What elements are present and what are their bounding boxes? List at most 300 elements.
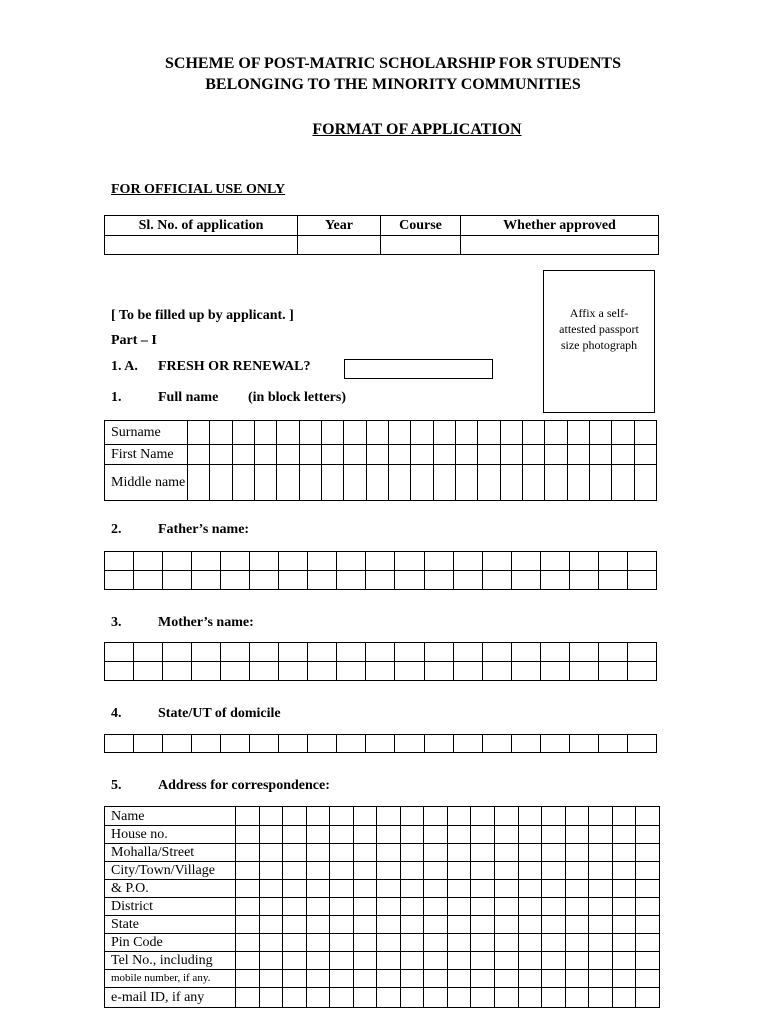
- char-box[interactable]: [542, 826, 566, 844]
- char-box[interactable]: [542, 988, 566, 1008]
- char-box[interactable]: [400, 898, 424, 916]
- char-box[interactable]: [589, 934, 613, 952]
- char-box[interactable]: [306, 934, 330, 952]
- char-box[interactable]: [589, 844, 613, 862]
- char-box[interactable]: [424, 552, 453, 571]
- char-box[interactable]: [518, 934, 542, 952]
- char-box[interactable]: [163, 643, 192, 662]
- char-box[interactable]: [283, 988, 307, 1008]
- char-box[interactable]: [337, 735, 366, 753]
- char-box[interactable]: [306, 988, 330, 1008]
- char-box[interactable]: [321, 465, 343, 501]
- char-box[interactable]: [453, 662, 482, 681]
- char-box[interactable]: [453, 735, 482, 753]
- char-box[interactable]: [589, 826, 613, 844]
- char-box[interactable]: [232, 445, 254, 465]
- char-box[interactable]: [283, 844, 307, 862]
- char-box[interactable]: [518, 807, 542, 826]
- char-box[interactable]: [388, 465, 410, 501]
- char-box[interactable]: [453, 552, 482, 571]
- char-box[interactable]: [598, 735, 627, 753]
- char-box[interactable]: [518, 880, 542, 898]
- char-box[interactable]: [192, 571, 221, 590]
- char-box[interactable]: [411, 421, 433, 445]
- char-box[interactable]: [565, 807, 589, 826]
- char-box[interactable]: [471, 898, 495, 916]
- char-box[interactable]: [377, 844, 401, 862]
- char-box[interactable]: [471, 916, 495, 934]
- char-box[interactable]: [495, 916, 519, 934]
- char-box[interactable]: [627, 643, 656, 662]
- char-box[interactable]: [400, 862, 424, 880]
- char-box[interactable]: [236, 844, 260, 862]
- char-box[interactable]: [299, 465, 321, 501]
- char-box[interactable]: [447, 844, 471, 862]
- char-box[interactable]: [254, 465, 276, 501]
- char-box[interactable]: [254, 445, 276, 465]
- char-box[interactable]: [283, 807, 307, 826]
- char-box[interactable]: [565, 934, 589, 952]
- char-box[interactable]: [236, 807, 260, 826]
- char-box[interactable]: [192, 643, 221, 662]
- char-box[interactable]: [366, 643, 395, 662]
- char-box[interactable]: [254, 421, 276, 445]
- char-box[interactable]: [518, 898, 542, 916]
- char-box[interactable]: [308, 735, 337, 753]
- char-box[interactable]: [424, 571, 453, 590]
- char-box[interactable]: [283, 934, 307, 952]
- char-box[interactable]: [279, 552, 308, 571]
- char-box[interactable]: [330, 807, 354, 826]
- fresh-renewal-field[interactable]: [344, 359, 493, 379]
- char-box[interactable]: [330, 898, 354, 916]
- char-box[interactable]: [565, 916, 589, 934]
- char-box[interactable]: [565, 826, 589, 844]
- char-box[interactable]: [447, 898, 471, 916]
- char-box[interactable]: [306, 844, 330, 862]
- char-box[interactable]: [400, 970, 424, 988]
- char-box[interactable]: [567, 465, 589, 501]
- char-box[interactable]: [565, 862, 589, 880]
- char-box[interactable]: [259, 844, 283, 862]
- char-box[interactable]: [388, 445, 410, 465]
- photo-box[interactable]: [543, 270, 655, 413]
- char-box[interactable]: [565, 844, 589, 862]
- char-box[interactable]: [447, 916, 471, 934]
- char-box[interactable]: [478, 465, 500, 501]
- char-box[interactable]: [612, 880, 636, 898]
- char-box[interactable]: [636, 916, 660, 934]
- char-box[interactable]: [163, 571, 192, 590]
- char-box[interactable]: [495, 934, 519, 952]
- char-box[interactable]: [447, 934, 471, 952]
- char-box[interactable]: [495, 970, 519, 988]
- char-box[interactable]: [424, 898, 448, 916]
- char-box[interactable]: [306, 862, 330, 880]
- char-box[interactable]: [612, 988, 636, 1008]
- char-box[interactable]: [192, 735, 221, 753]
- char-box[interactable]: [400, 916, 424, 934]
- char-box[interactable]: [495, 826, 519, 844]
- char-box[interactable]: [627, 571, 656, 590]
- char-box[interactable]: [455, 445, 477, 465]
- char-box[interactable]: [540, 552, 569, 571]
- char-box[interactable]: [424, 662, 453, 681]
- char-box[interactable]: [447, 862, 471, 880]
- char-box[interactable]: [134, 552, 163, 571]
- char-box[interactable]: [337, 571, 366, 590]
- char-box[interactable]: [589, 421, 611, 445]
- char-box[interactable]: [433, 445, 455, 465]
- char-box[interactable]: [330, 862, 354, 880]
- char-box[interactable]: [377, 952, 401, 970]
- char-box[interactable]: [400, 952, 424, 970]
- char-box[interactable]: [353, 862, 377, 880]
- char-box[interactable]: [455, 465, 477, 501]
- char-box[interactable]: [330, 916, 354, 934]
- char-box[interactable]: [569, 571, 598, 590]
- char-box[interactable]: [306, 898, 330, 916]
- char-box[interactable]: [569, 735, 598, 753]
- char-box[interactable]: [471, 934, 495, 952]
- char-box[interactable]: [453, 571, 482, 590]
- char-box[interactable]: [134, 662, 163, 681]
- char-box[interactable]: [377, 898, 401, 916]
- char-box[interactable]: [589, 807, 613, 826]
- char-box[interactable]: [366, 571, 395, 590]
- char-box[interactable]: [306, 952, 330, 970]
- char-box[interactable]: [500, 421, 522, 445]
- char-box[interactable]: [400, 844, 424, 862]
- char-box[interactable]: [250, 662, 279, 681]
- char-box[interactable]: [353, 844, 377, 862]
- char-box[interactable]: [511, 571, 540, 590]
- char-box[interactable]: [337, 552, 366, 571]
- char-box[interactable]: [105, 552, 134, 571]
- char-box[interactable]: [366, 465, 388, 501]
- char-box[interactable]: [522, 421, 544, 445]
- char-box[interactable]: [210, 421, 232, 445]
- char-box[interactable]: [330, 970, 354, 988]
- char-box[interactable]: [495, 807, 519, 826]
- char-box[interactable]: [366, 662, 395, 681]
- char-box[interactable]: [377, 826, 401, 844]
- char-box[interactable]: [210, 465, 232, 501]
- char-box[interactable]: [236, 916, 260, 934]
- char-box[interactable]: [411, 465, 433, 501]
- char-box[interactable]: [424, 934, 448, 952]
- char-box[interactable]: [330, 952, 354, 970]
- char-box[interactable]: [482, 643, 511, 662]
- char-box[interactable]: [236, 988, 260, 1008]
- char-box[interactable]: [321, 445, 343, 465]
- char-box[interactable]: [134, 643, 163, 662]
- char-box[interactable]: [353, 952, 377, 970]
- char-box[interactable]: [495, 880, 519, 898]
- char-box[interactable]: [330, 880, 354, 898]
- char-box[interactable]: [344, 445, 366, 465]
- char-box[interactable]: [636, 970, 660, 988]
- char-box[interactable]: [236, 880, 260, 898]
- char-box[interactable]: [612, 844, 636, 862]
- char-box[interactable]: [518, 844, 542, 862]
- char-box[interactable]: [511, 662, 540, 681]
- char-box[interactable]: [565, 952, 589, 970]
- char-box[interactable]: [377, 916, 401, 934]
- char-box[interactable]: [250, 643, 279, 662]
- char-box[interactable]: [447, 826, 471, 844]
- char-box[interactable]: [259, 898, 283, 916]
- char-box[interactable]: [511, 643, 540, 662]
- char-box[interactable]: [306, 826, 330, 844]
- char-box[interactable]: [277, 421, 299, 445]
- char-box[interactable]: [598, 571, 627, 590]
- char-box[interactable]: [424, 826, 448, 844]
- char-box[interactable]: [612, 916, 636, 934]
- char-box[interactable]: [424, 807, 448, 826]
- char-box[interactable]: [612, 826, 636, 844]
- char-box[interactable]: [283, 880, 307, 898]
- char-box[interactable]: [612, 970, 636, 988]
- char-box[interactable]: [279, 643, 308, 662]
- char-box[interactable]: [455, 421, 477, 445]
- char-box[interactable]: [471, 807, 495, 826]
- char-box[interactable]: [188, 465, 210, 501]
- char-box[interactable]: [259, 826, 283, 844]
- char-box[interactable]: [306, 916, 330, 934]
- char-box[interactable]: [636, 862, 660, 880]
- char-box[interactable]: [299, 445, 321, 465]
- char-box[interactable]: [163, 552, 192, 571]
- char-box[interactable]: [518, 988, 542, 1008]
- char-box[interactable]: [471, 862, 495, 880]
- char-box[interactable]: [518, 862, 542, 880]
- char-box[interactable]: [589, 465, 611, 501]
- char-box[interactable]: [283, 898, 307, 916]
- char-box[interactable]: [612, 862, 636, 880]
- char-box[interactable]: [306, 807, 330, 826]
- char-box[interactable]: [134, 571, 163, 590]
- char-box[interactable]: [283, 970, 307, 988]
- char-box[interactable]: [400, 934, 424, 952]
- char-box[interactable]: [478, 445, 500, 465]
- char-box[interactable]: [366, 445, 388, 465]
- char-box[interactable]: [330, 826, 354, 844]
- char-box[interactable]: [511, 735, 540, 753]
- char-box[interactable]: [424, 988, 448, 1008]
- char-box[interactable]: [545, 421, 567, 445]
- char-box[interactable]: [330, 988, 354, 1008]
- char-box[interactable]: [471, 988, 495, 1008]
- char-box[interactable]: [344, 465, 366, 501]
- char-box[interactable]: [308, 552, 337, 571]
- char-box[interactable]: [366, 552, 395, 571]
- char-box[interactable]: [565, 880, 589, 898]
- char-box[interactable]: [353, 898, 377, 916]
- char-box[interactable]: [279, 662, 308, 681]
- char-box[interactable]: [627, 735, 656, 753]
- char-box[interactable]: [424, 970, 448, 988]
- char-box[interactable]: [337, 662, 366, 681]
- char-box[interactable]: [636, 807, 660, 826]
- char-box[interactable]: [495, 898, 519, 916]
- char-box[interactable]: [259, 988, 283, 1008]
- char-box[interactable]: [542, 898, 566, 916]
- char-box[interactable]: [337, 643, 366, 662]
- char-box[interactable]: [221, 735, 250, 753]
- char-box[interactable]: [221, 552, 250, 571]
- char-box[interactable]: [279, 735, 308, 753]
- char-box[interactable]: [353, 988, 377, 1008]
- char-box[interactable]: [395, 662, 424, 681]
- char-box[interactable]: [612, 421, 634, 445]
- char-box[interactable]: [565, 898, 589, 916]
- char-box[interactable]: [366, 735, 395, 753]
- char-box[interactable]: [453, 643, 482, 662]
- char-box[interactable]: [377, 862, 401, 880]
- char-box[interactable]: [221, 662, 250, 681]
- char-box[interactable]: [163, 662, 192, 681]
- char-box[interactable]: [471, 970, 495, 988]
- char-box[interactable]: [471, 826, 495, 844]
- char-box[interactable]: [259, 807, 283, 826]
- char-box[interactable]: [232, 465, 254, 501]
- char-box[interactable]: [482, 735, 511, 753]
- char-box[interactable]: [236, 826, 260, 844]
- char-box[interactable]: [250, 552, 279, 571]
- char-box[interactable]: [598, 552, 627, 571]
- char-box[interactable]: [192, 662, 221, 681]
- char-box[interactable]: [540, 735, 569, 753]
- char-box[interactable]: [636, 844, 660, 862]
- char-box[interactable]: [232, 421, 254, 445]
- char-box[interactable]: [283, 916, 307, 934]
- char-box[interactable]: [634, 445, 656, 465]
- char-box[interactable]: [424, 735, 453, 753]
- char-box[interactable]: [634, 465, 656, 501]
- char-box[interactable]: [283, 952, 307, 970]
- char-box[interactable]: [259, 880, 283, 898]
- char-box[interactable]: [589, 445, 611, 465]
- char-box[interactable]: [482, 552, 511, 571]
- char-box[interactable]: [308, 571, 337, 590]
- char-box[interactable]: [471, 952, 495, 970]
- char-box[interactable]: [236, 934, 260, 952]
- char-box[interactable]: [424, 916, 448, 934]
- char-box[interactable]: [424, 862, 448, 880]
- char-box[interactable]: [447, 952, 471, 970]
- char-box[interactable]: [388, 421, 410, 445]
- char-box[interactable]: [636, 988, 660, 1008]
- char-box[interactable]: [495, 862, 519, 880]
- char-box[interactable]: [330, 844, 354, 862]
- char-box[interactable]: [518, 916, 542, 934]
- char-box[interactable]: [353, 970, 377, 988]
- char-box[interactable]: [395, 735, 424, 753]
- char-box[interactable]: [353, 934, 377, 952]
- char-box[interactable]: [424, 952, 448, 970]
- char-box[interactable]: [636, 898, 660, 916]
- char-box[interactable]: [321, 421, 343, 445]
- char-box[interactable]: [589, 988, 613, 1008]
- char-box[interactable]: [259, 970, 283, 988]
- char-box[interactable]: [522, 465, 544, 501]
- char-box[interactable]: [518, 970, 542, 988]
- char-box[interactable]: [589, 916, 613, 934]
- char-box[interactable]: [377, 807, 401, 826]
- char-box[interactable]: [377, 970, 401, 988]
- char-box[interactable]: [447, 988, 471, 1008]
- char-box[interactable]: [308, 643, 337, 662]
- char-box[interactable]: [277, 465, 299, 501]
- char-box[interactable]: [565, 988, 589, 1008]
- char-box[interactable]: [542, 807, 566, 826]
- char-box[interactable]: [478, 421, 500, 445]
- char-box[interactable]: [236, 952, 260, 970]
- char-box[interactable]: [447, 880, 471, 898]
- char-box[interactable]: [540, 571, 569, 590]
- char-box[interactable]: [589, 952, 613, 970]
- char-box[interactable]: [542, 862, 566, 880]
- char-box[interactable]: [542, 952, 566, 970]
- char-box[interactable]: [569, 643, 598, 662]
- char-box[interactable]: [589, 898, 613, 916]
- char-box[interactable]: [279, 571, 308, 590]
- char-box[interactable]: [495, 952, 519, 970]
- char-box[interactable]: [540, 662, 569, 681]
- char-box[interactable]: [259, 934, 283, 952]
- char-box[interactable]: [134, 735, 163, 753]
- char-box[interactable]: [542, 844, 566, 862]
- char-box[interactable]: [400, 880, 424, 898]
- char-box[interactable]: [105, 571, 134, 590]
- char-box[interactable]: [433, 421, 455, 445]
- char-box[interactable]: [259, 916, 283, 934]
- char-box[interactable]: [545, 445, 567, 465]
- char-box[interactable]: [306, 970, 330, 988]
- char-box[interactable]: [353, 807, 377, 826]
- char-box[interactable]: [542, 880, 566, 898]
- char-box[interactable]: [636, 952, 660, 970]
- char-box[interactable]: [308, 662, 337, 681]
- char-box[interactable]: [589, 862, 613, 880]
- char-box[interactable]: [283, 826, 307, 844]
- char-box[interactable]: [612, 898, 636, 916]
- char-box[interactable]: [627, 552, 656, 571]
- char-box[interactable]: [353, 826, 377, 844]
- char-box[interactable]: [612, 465, 634, 501]
- char-box[interactable]: [395, 643, 424, 662]
- char-box[interactable]: [236, 862, 260, 880]
- char-box[interactable]: [482, 662, 511, 681]
- char-box[interactable]: [542, 934, 566, 952]
- char-box[interactable]: [545, 465, 567, 501]
- char-box[interactable]: [400, 826, 424, 844]
- char-box[interactable]: [236, 898, 260, 916]
- char-box[interactable]: [634, 421, 656, 445]
- char-box[interactable]: [105, 662, 134, 681]
- char-box[interactable]: [344, 421, 366, 445]
- char-box[interactable]: [105, 643, 134, 662]
- char-box[interactable]: [447, 807, 471, 826]
- char-box[interactable]: [105, 735, 134, 753]
- char-box[interactable]: [636, 826, 660, 844]
- char-box[interactable]: [542, 970, 566, 988]
- char-box[interactable]: [447, 970, 471, 988]
- char-box[interactable]: [188, 445, 210, 465]
- char-box[interactable]: [395, 571, 424, 590]
- char-box[interactable]: [569, 662, 598, 681]
